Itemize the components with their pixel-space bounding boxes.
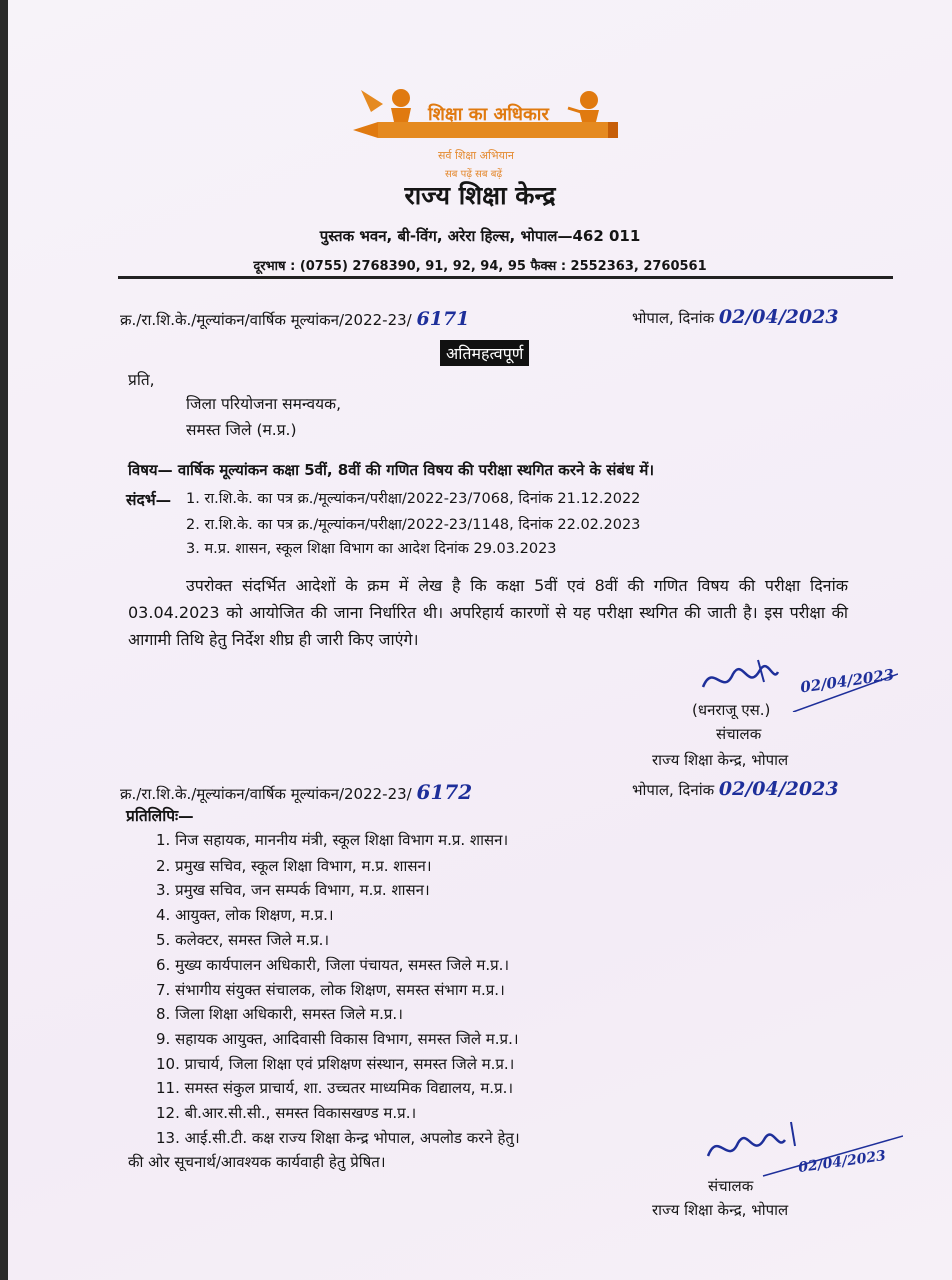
org-phone: दूरभाष : (0755) 2768390, 91, 92, 94, 95 फैक्स : 2552363, 2760561 (253, 259, 707, 274)
cc-item: 4. आयुक्त, लोक शिक्षण, म.प्र.। (156, 906, 334, 924)
letter-body: उपरोक्त संदर्भित आदेशों के क्रम में लेख है कि कक्षा 5वीं एवं 8वीं की गणित विषय की परीक्षा दिनांक 03.04.2023 को आयोजित की जाना निर्धारित थी। अपरिहार्य कारणों से यह परीक्षा स्थगित की जाती है। इस परीक्षा की आगामी तिथि हेतु निर्देश शीघ्र ही जारी किए जाएंगे। (128, 576, 848, 649)
date-handwritten: 02/04/2023 (718, 306, 839, 328)
addressee-line-1: जिला परियोजना समन्वयक, (186, 395, 341, 413)
cc-item: 13. आई.सी.टी. कक्ष राज्य शिक्षा केन्द्र भोपाल, अपलोड करने हेतु। (156, 1129, 520, 1147)
cc-item: 7. संभागीय संयुक्त संचालक, लोक शिक्षण, समस्त संभाग म.प्र.। (156, 981, 505, 999)
cc-closing: की ओर सूचनार्थ/आवश्यक कार्यवाही हेतु प्रेषित। (128, 1153, 386, 1171)
logo-title: शिक्षा का अधिकार (428, 104, 549, 125)
copy-reference (120, 780, 472, 804)
cc-item: 2. प्रमुख सचिव, स्कूल शिक्षा विभाग, म.प्र. शासन। (156, 857, 432, 875)
cc-item: 12. बी.आर.सी.सी., समस्त विकासखण्ड म.प्र.। (156, 1104, 417, 1122)
reference-prefix: क्र./रा.शि.के./मूल्यांकन/वार्षिक मूल्यांकन/2022-23/ (120, 311, 412, 329)
cc-item: 1. निज सहायक, माननीय मंत्री, स्कूल शिक्षा विभाग म.प्र. शासन। (156, 831, 509, 849)
signatory-org: राज्य शिक्षा केन्द्र, भोपाल (652, 1201, 789, 1219)
logo-tagline-2: सब पढ़ें सब बढ़ें (445, 169, 503, 180)
reference-item: 2. रा.शि.के. का पत्र क्र./मूल्यांकन/परीक्षा/2022-23/1148, दिनांक 22.02.2023 (186, 517, 641, 533)
copy-date (632, 778, 839, 800)
cc-item: 6. मुख्य कार्यपालन अधिकारी, जिला पंचायत, समस्त जिले म.प्र.। (156, 956, 510, 974)
document-page (8, 0, 952, 1280)
letter-reference (120, 308, 469, 330)
date-handwritten: 02/04/2023 (718, 778, 839, 800)
date-label: भोपाल, दिनांक (632, 309, 715, 327)
org-name: राज्य शिक्षा केन्द्र (404, 181, 556, 210)
reference-number-handwritten: 6171 (416, 308, 470, 330)
signature-date-1: 02/04/2023 (799, 665, 896, 697)
org-address: पुस्तक भवन, बी-विंग, अरेरा हिल्स, भोपाल—462 011 (319, 227, 641, 245)
reference-prefix: क्र./रा.शि.के./मूल्यांकन/वार्षिक मूल्यांकन/2022-23/ (120, 785, 412, 803)
header-divider (118, 276, 893, 279)
cc-item: 5. कलेक्टर, समस्त जिले म.प्र.। (156, 931, 330, 949)
signatory-name: (धनराजू एस.) (692, 701, 771, 719)
cc-item: 8. जिला शिक्षा अधिकारी, समस्त जिले म.प्र.। (156, 1005, 403, 1023)
addressee-line-2: समस्त जिले (म.प्र.) (186, 421, 297, 439)
reference-item: 3. म.प्र. शासन, स्कूल शिक्षा विभाग का आदेश दिनांक 29.03.2023 (186, 541, 557, 557)
subject-line: विषय— वार्षिक मूल्यांकन कक्षा 5वीं, 8वीं की गणित विषय की परीक्षा स्थगित करने के संबंध में। (128, 461, 655, 479)
cc-label: प्रतिलिपिः— (126, 807, 194, 825)
cc-item: 10. प्राचार्य, जिला शिक्षा एवं प्रशिक्षण संस्थान, समस्त जिले म.प्र.। (156, 1055, 515, 1073)
to-label: प्रति, (128, 371, 155, 389)
letter-date (632, 306, 839, 328)
date-label: भोपाल, दिनांक (632, 781, 715, 799)
reference-item: 1. रा.शि.के. का पत्र क्र./मूल्यांकन/परीक्षा/2022-23/7068, दिनांक 21.12.2022 (186, 491, 641, 507)
cc-item: 11. समस्त संकुल प्राचार्य, शा. उच्चतर माध्यमिक विद्यालय, म.प्र.। (156, 1079, 514, 1097)
logo-tagline: सर्व शिक्षा अभियान (438, 149, 514, 162)
urgent-badge: अतिमहत्वपूर्ण (440, 340, 529, 366)
signatory-title: संचालक (708, 1177, 754, 1195)
reference-label: संदर्भ— (126, 491, 172, 509)
cc-item: 3. प्रमुख सचिव, जन सम्पर्क विभाग, म.प्र. शासन। (156, 881, 430, 899)
signature-date-2: 02/04/2023 (797, 1147, 887, 1177)
signatory-title: संचालक (716, 725, 762, 743)
rte-logo (353, 82, 623, 182)
cc-item: 9. सहायक आयुक्त, आदिवासी विकास विभाग, समस्त जिले म.प्र.। (156, 1030, 519, 1048)
reference-number-handwritten: 6172 (416, 780, 473, 804)
signatory-org: राज्य शिक्षा केन्द्र, भोपाल (652, 751, 789, 769)
